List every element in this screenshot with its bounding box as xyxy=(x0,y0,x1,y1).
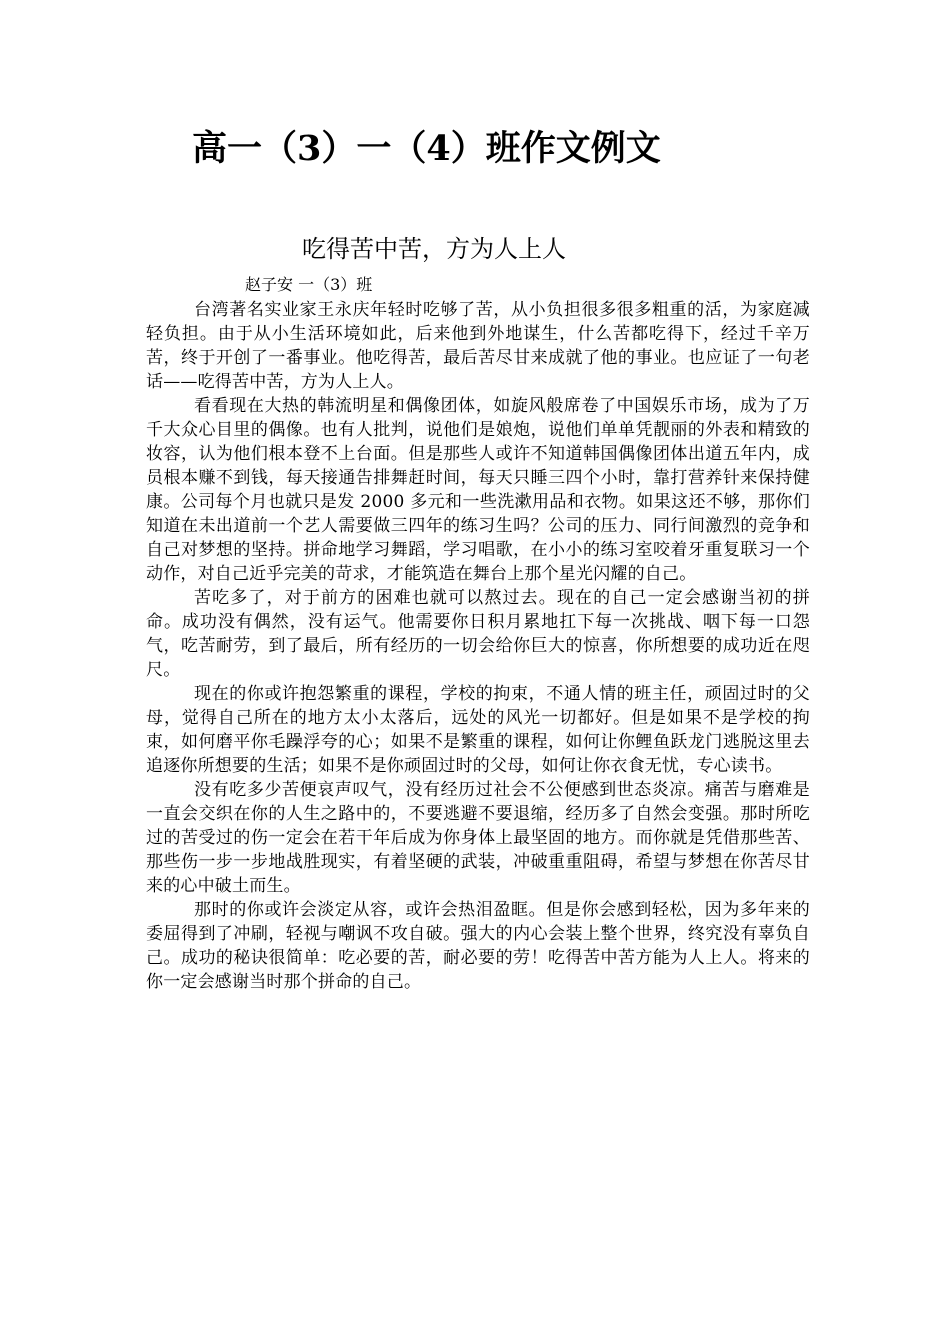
paragraph-4: 现在的你或许抱怨繁重的课程，学校的拘束，不通人情的班主任，顽固过时的父母，觉得自己所在的地方太小太落后，远处的风光一切都好。但是如果不是学校的拘束，如何磨平你毛躁浮夸的心；如果不是繁重的课程，如何让你鲤鱼跃龙门逃脱这里去追逐你所想要的生活；如果不是你顽固过时的父母，如何让你衣食无忧，专心读书。 xyxy=(146,684,810,776)
essay-title: 吃得苦中苦，方为人上人 xyxy=(302,235,566,263)
paragraph-5: 没有吃多少苦便哀声叹气，没有经历过社会不公便感到世态炎凉。痛苦与磨难是一直会交织在你的人生之路中的，不要逃避不要退缩，经历多了自然会变强。那时所吃过的苦受过的伤一定会在若干年后成为你身体上最坚固的地方。而你就是凭借那些苦、那些伤一步一步地战胜现实，有着坚硬的武装，冲破重重阻碍，希望与梦想在你苦尽甘来的心中破土而生。 xyxy=(146,780,810,896)
author-byline: 赵子安 一（3）班 xyxy=(245,275,373,294)
document-title: 高一（3）一（4）班作文例文 xyxy=(192,128,661,169)
paragraph-1: 台湾著名实业家王永庆年轻时吃够了苦，从小负担很多很多粗重的活，为家庭减轻负担。由于从小生活环境如此，后来他到外地谋生，什么苦都吃得下，经过千辛万苦，终于开创了一番事业。他吃得苦，最后苦尽甘来成就了他的事业。也应证了一句老话——吃得苦中苦，方为人上人。 xyxy=(146,300,810,392)
paragraph-6: 那时的你或许会淡定从容，或许会热泪盈眶。但是你会感到轻松，因为多年来的委屈得到了冲刷，轻视与嘲讽不攻自破。强大的内心会装上整个世界，终究没有辜负自己。成功的秘诀很简单：吃必要的苦，耐必要的劳！吃得苦中苦方能为人上人。将来的你一定会感谢当时那个拼命的自己。 xyxy=(146,900,810,992)
paragraph-3: 苦吃多了，对于前方的困难也就可以熬过去。现在的自己一定会感谢当初的拼命。成功没有偶然，没有运气。他需要你日积月累地扛下每一次挑战、咽下每一口怨气，吃苦耐劳，到了最后，所有经历的一切会给你巨大的惊喜，你所想要的成功近在咫尺。 xyxy=(146,588,810,680)
paragraph-2: 看看现在大热的韩流明星和偶像团体，如旋风般席卷了中国娱乐市场，成为了万千大众心目里的偶像。也有人批判，说他们是娘炮，说他们单单凭靓丽的外表和精致的妆容，认为他们根本登不上台面。但是那些人或许不知道韩国偶像团体出道五年内，成员根本赚不到钱，每天接通告排舞赶时间，每天只睡三四个小时，靠打营养针来保持健康。公司每个月也就只是发 2000 多元和一些洗漱用品和衣物。如果这还不够，那你们知道在未出道前一个艺人需要做三四年的练习生吗？公司的压力、同行间激烈的竞争和自己对梦想的坚持。拼命地学习舞蹈，学习唱歌，在小小的练习室咬着牙重复联习一个动作，对自己近乎完美的苛求，才能筑造在舞台上那个星光闪耀的自己。 xyxy=(146,396,810,584)
essay-body xyxy=(146,298,810,994)
